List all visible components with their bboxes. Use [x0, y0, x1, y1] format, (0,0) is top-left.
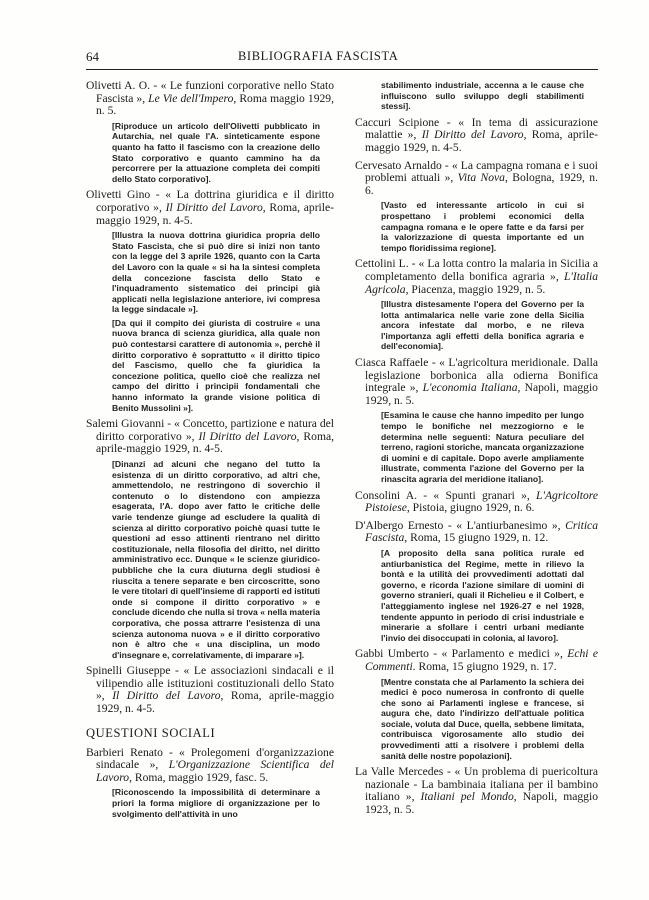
- entry-note: [Dinanzi ad alcuni che negano del tutto la esistenza di un diritto corporativo, ad altri che, ammettendolo, ne restringono di soverchio il contenuto o lo distendono con ampiezza esagerata, l'A. dopo aver fatto le critiche delle varie tendenze giunge ad escludere la qualità di scienza al diritto corporativo poichè quasi tutte le questioni ad esso attinenti rientrano nel diritto costituzionale, nella filosofia del diritto, nel diritto amministrativo ecc. Dunque « le scienze giuridico-pubbliche che la cura diuturna degli studiosi è riuscita a tenere separate e ben circoscritte, sono le vere titolari di quell'insieme di rapporti ed istituti onde si compone il diritto corporativo » e conclude dicendo che nulla si trova « nella materia corporativa, che possa attrarre l'esistenza di una scienza autonoma nuova » e il diritto corporativo non è altro che « una disciplina, un modo d'insegnare e, correlativamente, di imparare »].: [112, 459, 320, 660]
- entry-journal: Il Diritto del Lavoro: [421, 128, 524, 142]
- entry-author-title: Cettolini L. - « La lotta contro la malaria in Sicilia a completamento della bonifica agraria »,: [355, 257, 598, 283]
- entry-author-title: D'Albergo Ernesto - « L'antiurbanesimo »,: [355, 518, 566, 532]
- entry-citation: [355, 117, 598, 155]
- entry-note: [Riproduce un articolo dell'Olivetti pubblicato in Autarchia, nel quale l'A. sinteticamente espone quanto ha fatto il fascismo con la creazione dello Stato corporativo e quanto cammino ha da percorrere per la attuazione completa dei compiti dello Stato corporativo].: [112, 120, 320, 184]
- entry-journal: L'Organizzazione Scientifica del Lavoro: [96, 758, 334, 784]
- entry-note: [Illustra la nuova dottrina giuridica propria dello Stato Fascista, che si può dire si inizi non tanto con la legge del 3 aprile 1926, quanto con la Carta del Lavoro con la quale « si ha la sintesi completa della concezione fascista dello Stato e l'inquadramento sistematico dei principi già applicati nella legislazione anteriore, ivi compresa la legge sindacale »].: [112, 230, 320, 315]
- section-heading: QUESTIONI SOCIALI: [86, 725, 216, 740]
- entry-author-title: Gabbi Umberto - « Parlamento e medici »,: [355, 647, 568, 661]
- entry-citation: [355, 766, 598, 816]
- bibliography-entry: [86, 747, 334, 820]
- entry-publication: , Pistoia, giugno 1929, n. 6.: [406, 501, 535, 515]
- continued-note: stabilimento industriale, accenna a le cause che influiscono sullo sviluppo degli stabilimenti stessi].: [381, 80, 584, 112]
- entry-journal: Critica Fascista: [365, 518, 598, 545]
- entry-citation: [355, 520, 598, 545]
- bibliography-entry: [355, 258, 598, 352]
- entry-publication: , Roma, aprile-maggio 1929, n. 4-5.: [96, 200, 335, 227]
- bibliography-entry: [355, 648, 598, 761]
- running-title: BIBLIOGRAFIA FASCISTA: [238, 49, 399, 63]
- entry-note: [Da qui il compito dei giurista di costruire « una nuova branca di scienza giuridica, alla quale non può contestarsi carattere di autonomia », perchè il diritto corporativo è soprattutto « il diritto tipico del Fascismo, quello che fa giuridica la concezione politica, quello cioè che realizza nel campo del diritto i principii fondamentali che hanno informato la grande visione politica di Benito Mussolini »].: [112, 317, 320, 413]
- entry-citation: [86, 418, 334, 456]
- entry-journal: Il Diritto del Lavoro: [112, 689, 221, 703]
- left-column: [86, 80, 334, 824]
- bibliography-entry: [355, 357, 598, 485]
- entry-citation: [86, 189, 334, 227]
- entry-publication: , Napoli, maggio 1929, n. 5.: [365, 381, 598, 407]
- entry-author-title: Olivetti A. O. - « Le funzioni corporative nello Stato Fascista »,: [86, 79, 334, 105]
- entry-citation: [355, 258, 598, 296]
- entry-note: [Vasto ed interessante articolo in cui si prospettano i problemi economici della campagna romana e le opere fatte e da farsi per la valorizzazione di questa importante ed un tempo floridissima regione].: [381, 200, 584, 253]
- entry-author-title: Caccuri Scipione - « In tema di assicurazione malattie »,: [355, 115, 598, 142]
- running-header: [86, 49, 598, 69]
- bibliography-entry: [86, 418, 334, 660]
- bibliography-entry: [86, 189, 334, 413]
- page-number: 64: [86, 49, 99, 64]
- bibliography-entry: [355, 160, 598, 254]
- bibliography-entry: [86, 665, 334, 715]
- entry-author-title: Spinelli Giuseppe - « Le associazioni sindacali e il vilipendio alle istituzioni costituzionali dello Stato »,: [86, 664, 334, 703]
- entry-publication: , Napoli, maggio 1923, n. 5.: [365, 790, 598, 817]
- entry-author-title: Cervesato Arnaldo - « La campagna romana e i suoi problemi attuali »,: [355, 158, 598, 185]
- entry-citation: [355, 357, 598, 407]
- entry-publication: , Roma, 15 giugno 1929, n. 12.: [404, 531, 549, 545]
- entry-citation: [355, 490, 598, 515]
- entry-author-title: La Valle Mercedes - « Un problema di puericoltura nazionale - La bambinaia italiana per il bambino italiano »,: [355, 765, 598, 804]
- entry-citation: [355, 648, 598, 673]
- entry-publication: , Piacenza, maggio 1929, n. 5.: [405, 282, 546, 296]
- entry-author-title: Barbieri Renato - « Prolegomeni d'organizzazione sindacale »,: [86, 745, 334, 772]
- entry-author-title: Ciasca Raffaele - « L'agricoltura meridionale. Dalla legislazione borbonica alla odierna Bonifica integrale »,: [355, 356, 598, 395]
- entry-publication: , Roma, aprile-maggio 1929, n. 4-5.: [96, 689, 334, 716]
- entry-journal: L'Agricoltore Pistoiese: [365, 488, 598, 515]
- entry-citation: [86, 80, 334, 118]
- entry-note: [A proposito della sana politica rurale ed antiurbanistica del Regime, mette in rilievo la bontà e la utilità dei provvedimenti adottati dal governo, e ricorda l'azione similare di uomini di governo stranieri, quali il Richelieu e il Colbert, e l'atteggiamento inglese nel 1926-27 e nel 1928, tendente appunto in periodo di crisi industriale e minerarie a sfollare i centri urbani mediante l'invio dei disoccupati in colonia, al lavoro].: [381, 547, 584, 643]
- bibliography-entry: [86, 80, 334, 184]
- entry-publication: , Roma, aprile-maggio 1929, n. 4-5.: [96, 429, 335, 456]
- entry-journal: Le Vie dell'Impero: [148, 91, 234, 105]
- entry-publication: . Roma, 15 giugno 1929, n. 17.: [412, 659, 557, 673]
- entry-publication: , Roma, maggio 1929, fasc. 5.: [129, 770, 269, 784]
- entry-note: [Esamina le cause che hanno impedito per lungo tempo le bonifiche nel mezzogiorno e le determina nelle seguenti: Natura peculiare del terreno, ragioni storiche, mancata organizzazione di uomini e di capitale. Dopo averle ampliamente illustrate, commenta l'azione del Governo per la rinascita agraria del meridione italiano].: [381, 410, 584, 484]
- bibliography-entry: [355, 766, 598, 816]
- entry-publication: , Roma, aprile-maggio 1929, n. 4-5.: [365, 128, 598, 154]
- entry-journal: Il Diritto del Lavoro: [165, 200, 263, 214]
- entry-author-title: Consolini A. - « Spunti granari »,: [355, 488, 537, 502]
- entry-journal: Il Diritto del Lavoro: [198, 429, 297, 443]
- bibliography-entry: [355, 117, 598, 155]
- entry-publication: , Bologna, 1929, n. 6.: [365, 171, 598, 197]
- entry-note: [Illustra distesamente l'opera del Governo per la lotta antimalarica nelle varie zone della Sicilia ancora infestate dal morbo, e ne rileva l'importanza agli effetti della bonifica agraria e dell'economia].: [381, 299, 584, 352]
- entry-journal: L'Italia Agricola: [365, 269, 598, 296]
- right-column: [355, 80, 598, 822]
- entry-author-title: Olivetti Gino - « La dottrina giuridica e il diritto corporativo »,: [86, 188, 334, 214]
- entry-citation: [86, 665, 334, 715]
- entry-citation: [86, 747, 334, 785]
- entry-journal: Italiani pel Mondo: [420, 790, 514, 804]
- entry-journal: L'economia Italiana: [422, 381, 518, 395]
- bibliography-entry: [355, 520, 598, 644]
- entry-note: [Mentre constata che al Parlamento la schiera dei medici è poco numerosa in confronto di quelle che sono ai Parlamenti inglese e francese, si augura che, dato l'indirizzo dell'attuale politica sociale, voluta dal Duce, quella, sebbene limitata, contribuisca vigorosamente allo studio dei provvedimenti atti a risolvere i problemi della sanità delle nostre popolazioni].: [381, 676, 584, 761]
- bibliography-entry: [355, 490, 598, 515]
- entry-journal: Echi e Commenti: [365, 647, 598, 673]
- entry-author-title: Salemi Giovanni - « Concetto, partizione e natura del diritto corporativo »,: [86, 417, 334, 443]
- entry-journal: Vita Nova: [457, 171, 505, 185]
- entry-note: [Riconoscendo la impossibilità di determinare a priori la forma migliore di organizzazione per lo svolgimento dell'attività in uno: [112, 787, 320, 819]
- entry-citation: [355, 160, 598, 198]
- header-rule: [86, 69, 598, 70]
- entry-publication: , Roma maggio 1929, n. 5.: [96, 91, 334, 118]
